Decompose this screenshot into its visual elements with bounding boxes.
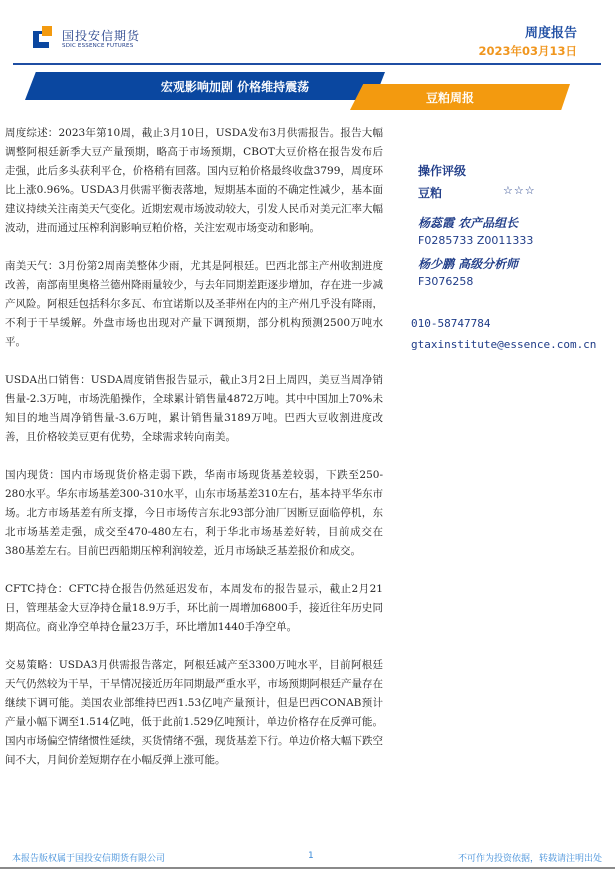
analyst-license: F3076258	[418, 275, 474, 288]
rating-product: 豆粕	[418, 186, 443, 200]
header-divider	[13, 63, 601, 65]
sidebar	[418, 162, 536, 296]
paragraph-cftc-positions: CFTC持仓：CFTC持仓报告仍然延迟发布，本周发布的报告显示，截止2月21日，管理基金大豆净持仓量18.9万手，环比前一周增加6800手，接近往年历史同期高位。商业净空单持仓量23万手，环比增加1440手净空单。	[5, 583, 383, 633]
star-rating-icon: ☆☆☆	[503, 184, 536, 197]
rating-title: 操作评级	[418, 164, 467, 178]
company-logo-icon	[33, 26, 55, 48]
report-body	[5, 124, 383, 789]
report-date: 2023年03月13日	[478, 44, 577, 58]
report-tag: 豆粕周报	[425, 91, 474, 105]
paragraph-domestic-spot: 国内现货：国内市场现货价格走弱下跌，华南市场现货基差较弱，下跌至250-280水平。华东市场基差300-310水平，山东市场基差310左右，基本持平华东市场。北方市场基差有所支撑，今日市场传言东北93部分油厂因断豆面临停机，东北市场基差走强，成交至470-480左右，利于华北市场基差好转，目前成交在380基差左右。目前巴西船期压榨利润较差，近月市场缺乏基差报价和成交。	[5, 469, 383, 557]
phone-number: 010-58747784	[411, 317, 491, 330]
company-name-cn: 国投安信期货	[62, 29, 141, 43]
paragraph-usda-export-sales: USDA出口销售：USDA周度销售报告显示，截止3月2日上周四，美豆当周净销售量-2.3万吨，市场洗船操作，全球累计销售量4872万吨。其中中国加上70%未知目的地当周净销售量-3.6万吨，累计销售量3189万吨。巴西大豆收割进度改善，且价格较美豆更有优势，全球需求转向南美。	[5, 374, 383, 443]
paragraph-south-america-weather: 南美天气：3月份第2周南美整体少雨，尤其是阿根廷。巴西北部主产州收割进度改善，南部南里奥格兰德州降雨量较少，与去年同期差距逐步增加，存在进一步减产风险。阿根廷包括科尔多瓦、布宜诺斯以及圣菲州在内的主产州几乎没有降雨，不利于干旱缓解。外盘市场也出现对产量下调预期，部分机构预测2500万吨水平。	[5, 260, 383, 348]
paragraph-trading-strategy: 交易策略：USDA3月供需报告落定，阿根廷减产至3300万吨水平，目前阿根廷天气仍然较为干旱，干旱情况接近历年同期最严重水平，市场预期阿根廷产量存在继续下调可能。美国农业部维持巴西1.53亿吨产量预计，但是巴西CONAB预计产量小幅下调至1.514亿吨，低于此前1.529亿吨预计，单边价格存在反弹可能。国内市场偏空情绪惯性延续，买货情绪不强，现货基差下行。单边价格大幅下跌空间不大，月间价差短期存在小幅反弹上涨可能。	[5, 659, 383, 766]
report-type: 周度报告	[524, 26, 577, 41]
page-number: 1	[308, 851, 314, 861]
footer-divider	[0, 867, 615, 869]
company-name-en: SDIC ESSENCE FUTURES	[62, 43, 134, 49]
email-link[interactable]: gtaxinstitute@essence.com.cn	[411, 338, 597, 351]
paragraph-weekly-summary: 周度综述：2023年第10周，截止3月10日，USDA发布3月供需报告。报告大幅调整阿根廷新季大豆产量预期，略高于市场预期，CBOT大豆价格在报告发布后走强，此后多头获利平仓，价格稍有回落。国内豆粕价格最终收盘3799，周度环比上涨0.96%。USDA3月供需平衡表落地，短期基本面的不确定性减少，基本面建议持续关注南美天气变化。近期宏观市场波动较大，引发人民币对美元汇率大幅波动，进而通过压榨利润影响豆粕价格，关注宏观市场变动和影响。	[5, 127, 383, 234]
report-title: 宏观影响加剧 价格维持震荡	[160, 80, 310, 94]
footer-copyright: 本报告版权属于国投安信期货有限公司	[12, 854, 166, 864]
analyst-name: 杨蕊霞 农产品组长	[418, 216, 519, 230]
analyst-license: F0285733 Z0011333	[418, 234, 534, 247]
rating-row	[418, 184, 536, 214]
footer-disclaimer: 不可作为投资依据，转载请注明出处	[457, 854, 602, 864]
analyst-name: 杨少鹏 高级分析师	[418, 257, 519, 271]
contact-info	[411, 317, 596, 359]
